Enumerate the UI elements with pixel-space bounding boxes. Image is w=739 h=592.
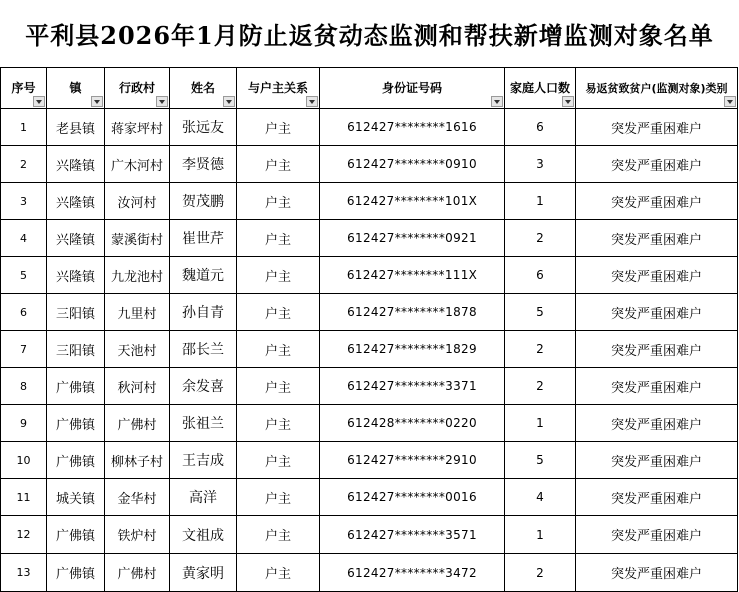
cell-no: 8 [1,368,47,405]
cell-town: 三阳镇 [47,331,105,368]
table-row [1,294,738,331]
header-label: 镇 [69,81,82,95]
cell-id-number: 612427********3371 [320,368,505,405]
cell-household-size: 4 [505,479,576,516]
cell-household-size: 1 [505,405,576,442]
cell-no: 12 [1,516,47,554]
table-row [1,331,738,368]
cell-household-size: 6 [505,257,576,294]
table-row [1,479,738,516]
header-label: 与户主关系 [247,81,308,95]
cell-village: 九里村 [105,294,170,331]
cell-village: 汝河村 [105,183,170,220]
cell-category: 突发严重困难户 [576,109,738,146]
header-label: 易返贫致贫户(监测对象)类别 [585,81,728,95]
cell-village: 蒙溪街村 [105,220,170,257]
cell-category: 突发严重困难户 [576,220,738,257]
table-row [1,257,738,294]
cell-category: 突发严重困难户 [576,368,738,405]
header-cell-town [47,68,105,109]
cell-village: 广木河村 [105,146,170,183]
cell-id-number: 612427********1878 [320,294,505,331]
cell-name: 崔世芹 [170,220,237,257]
header-label: 身份证号码 [381,81,442,95]
cell-category: 突发严重困难户 [576,183,738,220]
cell-id-number: 612427********0016 [320,479,505,516]
cell-relation: 户主 [237,331,320,368]
cell-relation: 户主 [237,516,320,554]
cell-town: 广佛镇 [47,368,105,405]
header-cell-count [505,68,576,109]
cell-village: 广佛村 [105,554,170,592]
header-label: 行政村 [118,81,155,95]
cell-relation: 户主 [237,554,320,592]
cell-household-size: 1 [505,183,576,220]
cell-village: 天池村 [105,331,170,368]
cell-name: 邵长兰 [170,331,237,368]
cell-town: 广佛镇 [47,554,105,592]
header-label: 家庭人口数 [509,81,570,95]
cell-id-number: 612427********2910 [320,442,505,479]
cell-village: 九龙池村 [105,257,170,294]
cell-id-number: 612427********0910 [320,146,505,183]
cell-no: 9 [1,405,47,442]
cell-no: 7 [1,331,47,368]
filter-dropdown-icon[interactable] [491,96,503,107]
cell-category: 突发严重困难户 [576,479,738,516]
table-row [1,109,738,146]
cell-category: 突发严重困难户 [576,257,738,294]
cell-relation: 户主 [237,109,320,146]
cell-relation: 户主 [237,479,320,516]
cell-relation: 户主 [237,183,320,220]
cell-id-number: 612427********111X [320,257,505,294]
cell-no: 10 [1,442,47,479]
cell-category: 突发严重困难户 [576,516,738,554]
cell-town: 兴隆镇 [47,257,105,294]
cell-town: 广佛镇 [47,516,105,554]
cell-no: 4 [1,220,47,257]
cell-village: 秋河村 [105,368,170,405]
cell-no: 2 [1,146,47,183]
cell-category: 突发严重困难户 [576,146,738,183]
header-cell-id [320,68,505,109]
cell-relation: 户主 [237,294,320,331]
header-cell-relation [237,68,320,109]
table-row [1,220,738,257]
table-row [1,183,738,220]
cell-id-number: 612427********3571 [320,516,505,554]
cell-no: 1 [1,109,47,146]
cell-name: 贺茂鹏 [170,183,237,220]
cell-village: 金华村 [105,479,170,516]
header-row [1,68,738,109]
cell-name: 张祖兰 [170,405,237,442]
cell-category: 突发严重困难户 [576,405,738,442]
cell-household-size: 2 [505,331,576,368]
filter-dropdown-icon[interactable] [223,96,235,107]
header-cell-category [576,68,738,109]
cell-town: 三阳镇 [47,294,105,331]
cell-category: 突发严重困难户 [576,554,738,592]
table-row [1,368,738,405]
cell-relation: 户主 [237,368,320,405]
cell-household-size: 1 [505,516,576,554]
cell-relation: 户主 [237,220,320,257]
page-title: 平利县2026年1月防止返贫动态监测和帮扶新增监测对象名单 [25,21,714,50]
cell-town: 城关镇 [47,479,105,516]
header-cell-no [1,68,47,109]
cell-village: 蒋家坪村 [105,109,170,146]
cell-household-size: 2 [505,368,576,405]
filter-dropdown-icon[interactable] [33,96,45,107]
cell-household-size: 2 [505,554,576,592]
cell-category: 突发严重困难户 [576,331,738,368]
cell-id-number: 612427********3472 [320,554,505,592]
table-row [1,405,738,442]
header-cell-village [105,68,170,109]
cell-town: 老县镇 [47,109,105,146]
cell-category: 突发严重困难户 [576,442,738,479]
cell-id-number: 612427********101X [320,183,505,220]
cell-no: 13 [1,554,47,592]
cell-village: 广佛村 [105,405,170,442]
cell-household-size: 3 [505,146,576,183]
filter-dropdown-icon[interactable] [724,96,736,107]
cell-no: 6 [1,294,47,331]
cell-id-number: 612427********0921 [320,220,505,257]
filter-dropdown-icon[interactable] [156,96,168,107]
cell-name: 余发喜 [170,368,237,405]
cell-name: 王吉成 [170,442,237,479]
cell-relation: 户主 [237,442,320,479]
header-label: 姓名 [190,81,215,95]
monitoring-table [0,67,738,592]
filter-dropdown-icon[interactable] [306,96,318,107]
cell-name: 高洋 [170,479,237,516]
cell-name: 张远友 [170,109,237,146]
cell-town: 广佛镇 [47,442,105,479]
table-row [1,554,738,592]
cell-relation: 户主 [237,146,320,183]
cell-village: 铁炉村 [105,516,170,554]
cell-name: 文祖成 [170,516,237,554]
cell-household-size: 5 [505,294,576,331]
table-row [1,442,738,479]
cell-no: 11 [1,479,47,516]
cell-town: 兴隆镇 [47,220,105,257]
cell-household-size: 2 [505,220,576,257]
cell-name: 李贤德 [170,146,237,183]
cell-no: 5 [1,257,47,294]
table-row [1,146,738,183]
cell-town: 兴隆镇 [47,183,105,220]
cell-name: 魏道元 [170,257,237,294]
header-cell-name [170,68,237,109]
cell-id-number: 612428********0220 [320,405,505,442]
header-label: 序号 [11,81,36,95]
cell-household-size: 6 [505,109,576,146]
cell-town: 广佛镇 [47,405,105,442]
cell-name: 孙自青 [170,294,237,331]
cell-town: 兴隆镇 [47,146,105,183]
cell-id-number: 612427********1616 [320,109,505,146]
cell-name: 黄家明 [170,554,237,592]
table-row [1,516,738,554]
cell-relation: 户主 [237,257,320,294]
cell-relation: 户主 [237,405,320,442]
cell-village: 柳林子村 [105,442,170,479]
cell-household-size: 5 [505,442,576,479]
cell-id-number: 612427********1829 [320,331,505,368]
filter-dropdown-icon[interactable] [91,96,103,107]
cell-category: 突发严重困难户 [576,294,738,331]
filter-dropdown-icon[interactable] [562,96,574,107]
cell-no: 3 [1,183,47,220]
